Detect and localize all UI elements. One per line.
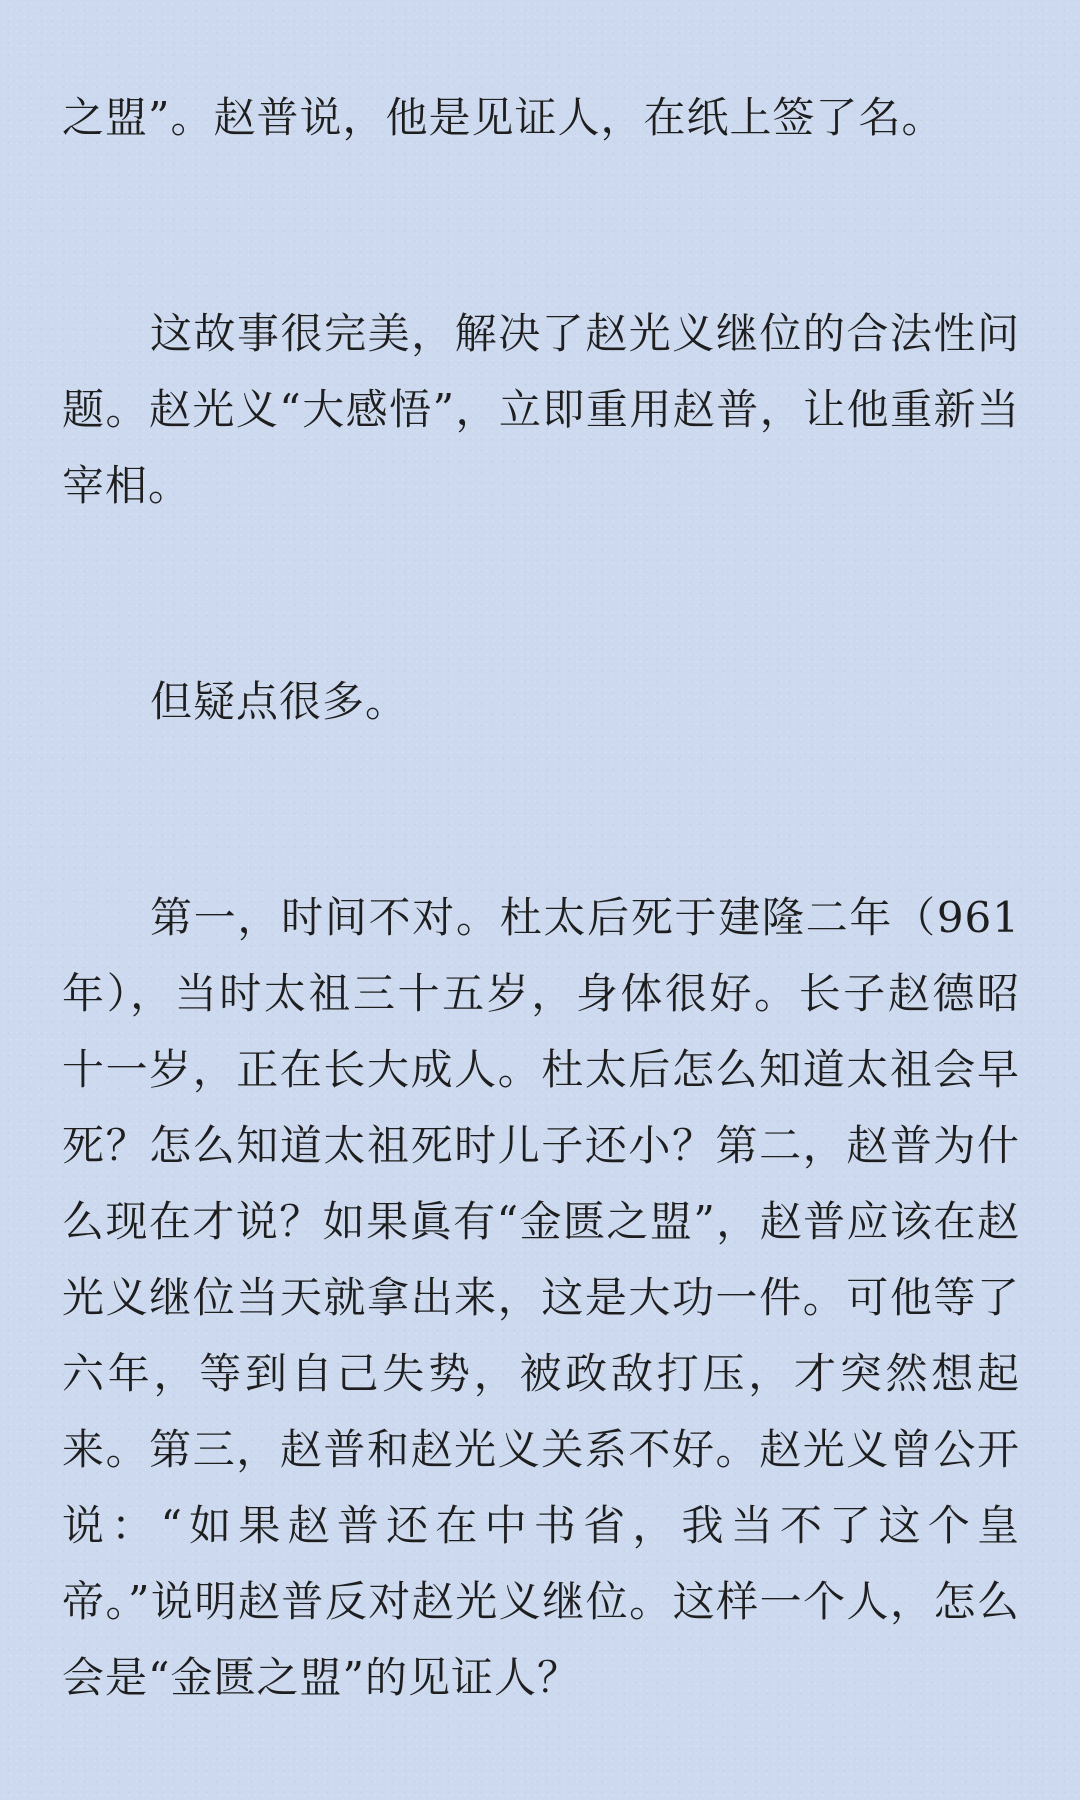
paragraph-continuation: 之盟”。赵普说，他是见证人，在纸上签了名。: [62, 93, 945, 142]
paragraph-doubts: 但疑点很多。: [150, 677, 409, 726]
paragraph-doubt-details: 第一，时间不对。杜太后死于建隆二年（961年），当时太祖三十五岁，身体很好。长子赵德昭十一岁，正在长大成人。杜太后怎么知道太祖会早死？怎么知道太祖死时儿子还小？第二，赵普为什么现在才说？如果眞有“金匮之盟”，赵普应该在赵光义继位当天就拿出来，这是大功一件。可他等了六年，等到自己失势，被政敌打压，才突然想起来。第三，赵普和赵光义关系不好。赵光义曾公开说：“如果赵普还在中书省，我当不了这个皇帝。”说明赵普反对赵光义继位。这样一个人，怎么会是“金匮之盟”的见证人？: [62, 893, 1020, 1702]
paragraph-story-perfect: 这故事很完美，解决了赵光义继位的合法性问题。赵光义“大感悟”，立即重用赵普，让他重新当宰相。: [62, 309, 1020, 510]
